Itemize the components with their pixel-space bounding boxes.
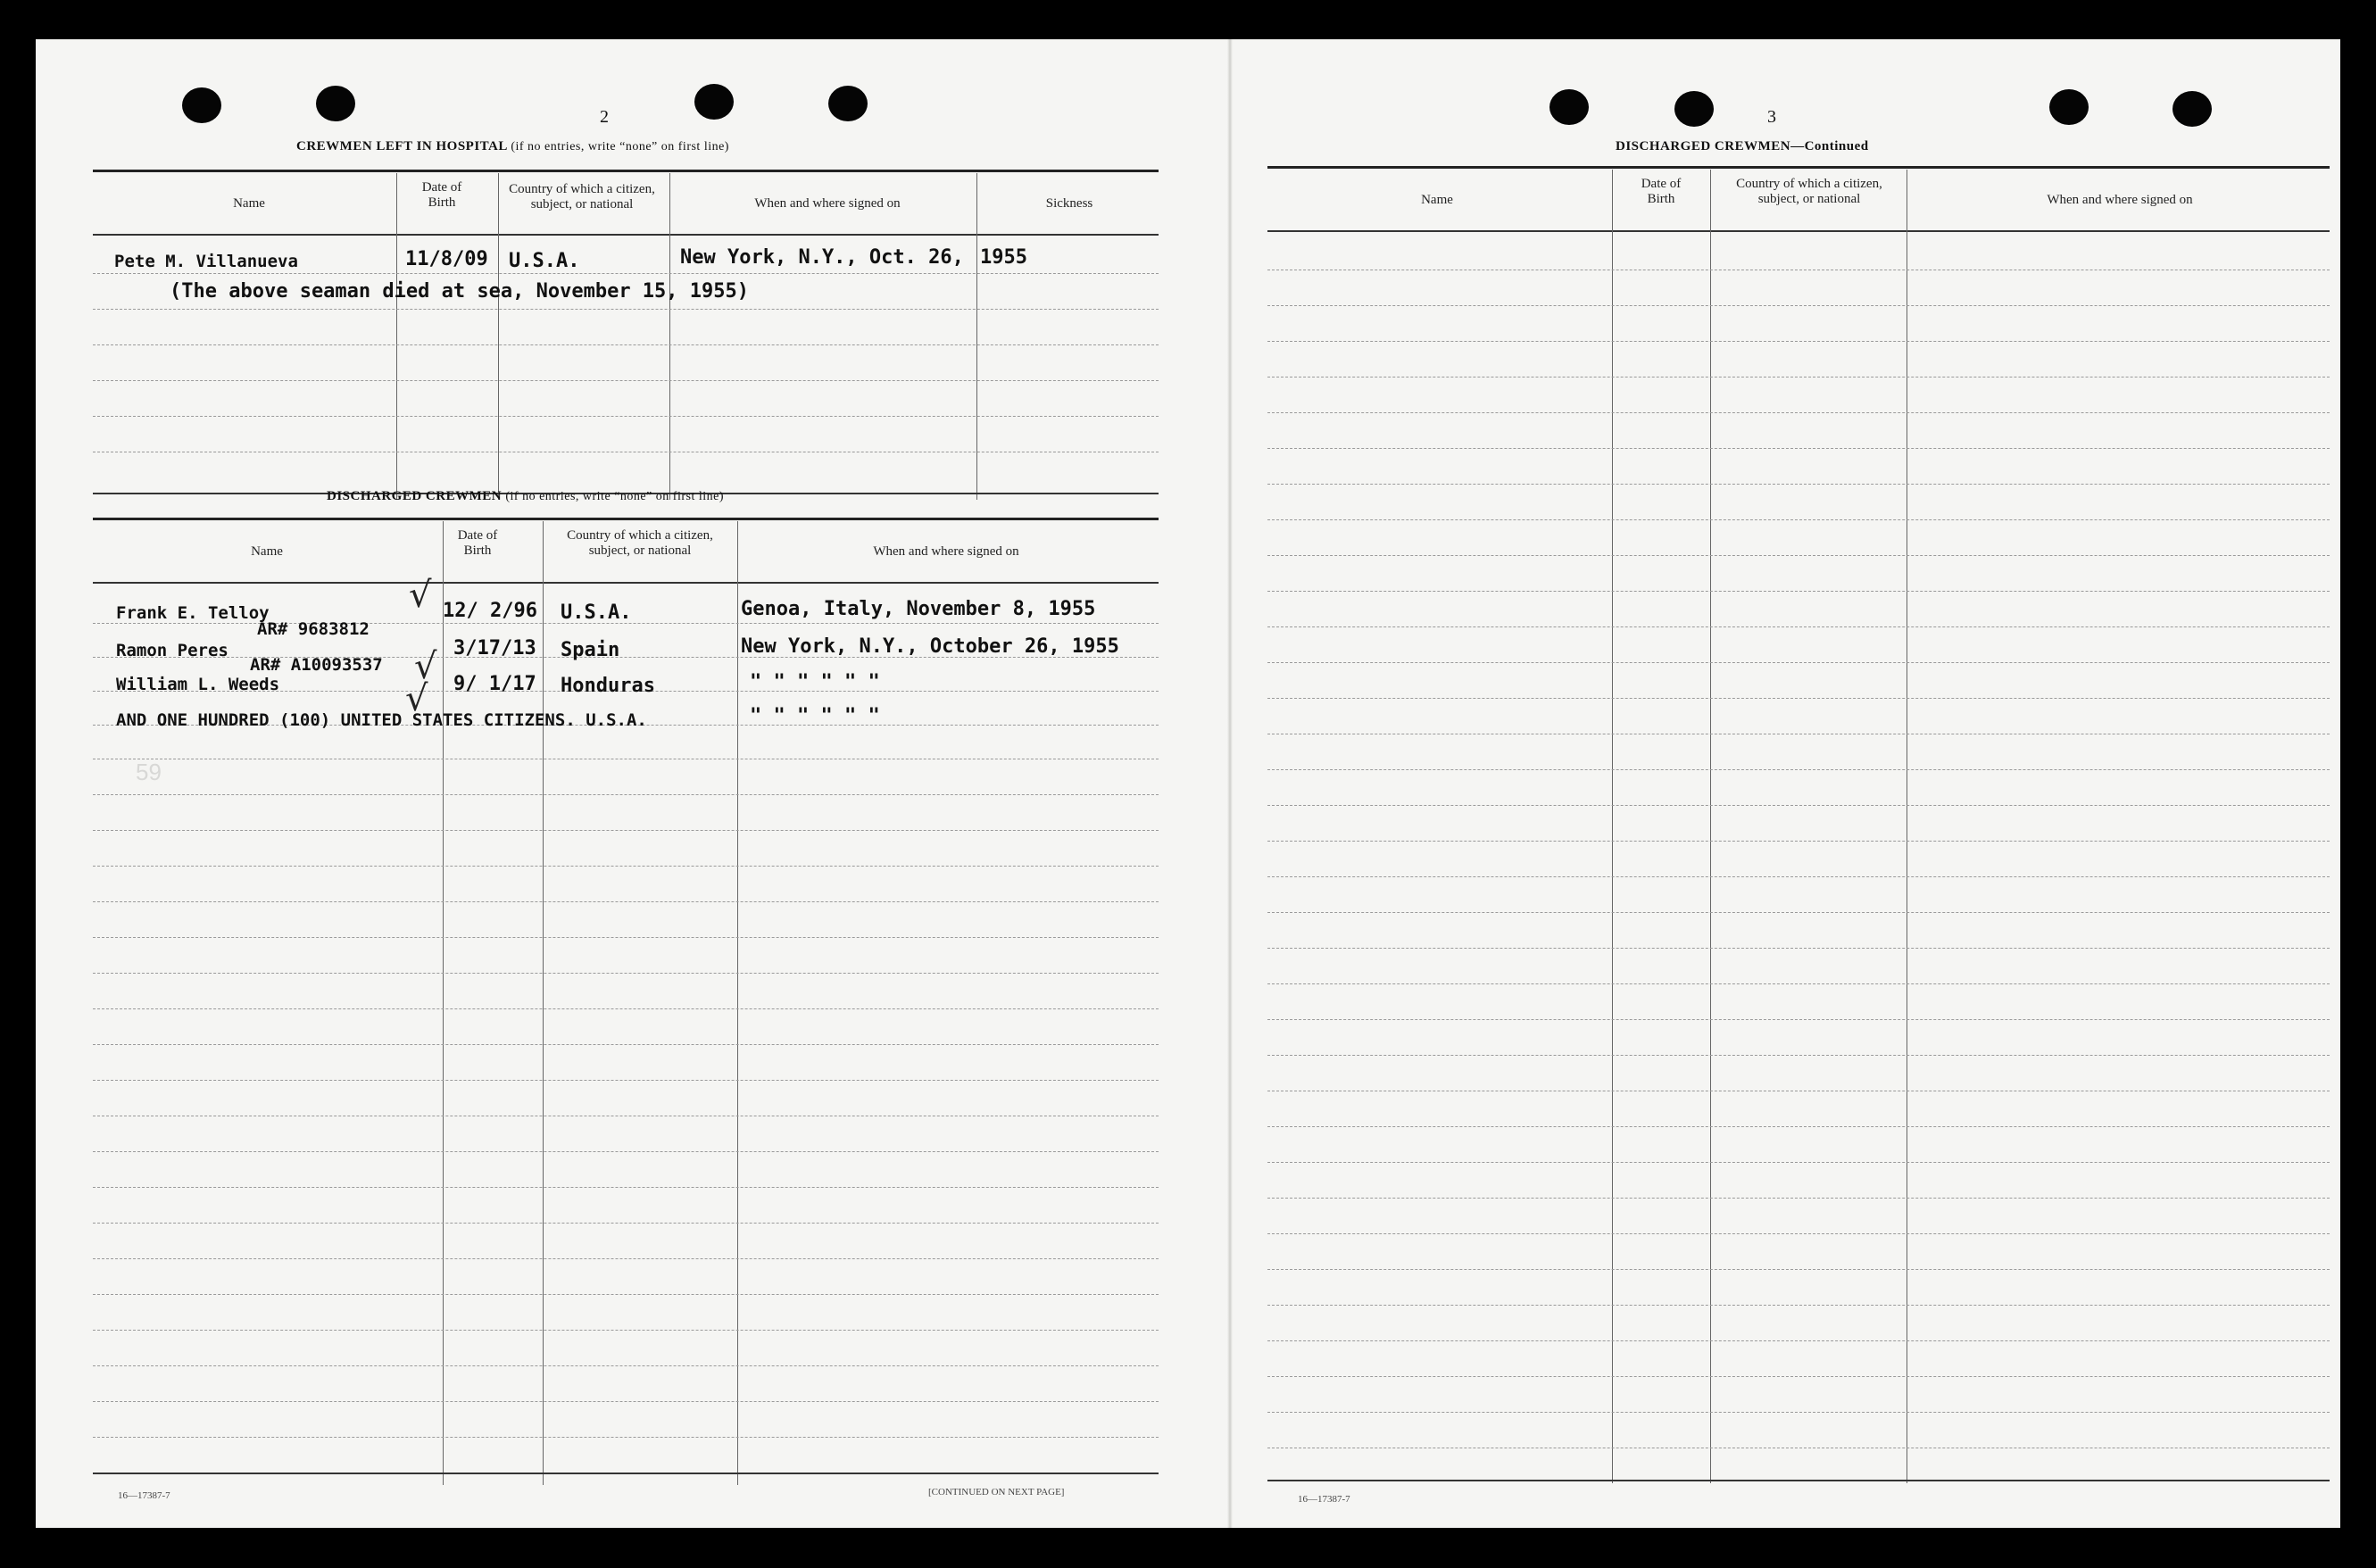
page-fold (1227, 39, 1233, 1528)
discharged-row-name: Ramon Peres (116, 641, 228, 660)
hospital-note: (The above seaman died at sea, November 15, 1955) (170, 280, 750, 303)
hospital-row-dob: 11/8/09 (405, 248, 488, 270)
discharged-row-signed-on: New York, N.Y., October 26, 1955 (741, 635, 1119, 658)
hospital-row-sickness: 1955 (980, 246, 1027, 269)
discharged-row-ditto: " " " " " " (750, 671, 880, 693)
col-dob: Date of Birth (457, 528, 498, 558)
discharged-row-country: Honduras (561, 675, 655, 697)
summary-ditto: " " " " " " (750, 705, 880, 727)
hospital-section-title: CREWMEN LEFT IN HOSPITAL (if no entries, write “none” on first line) (296, 139, 729, 153)
col-signed-on: When and where signed on (2047, 193, 2193, 207)
faint-mark: 59 (136, 759, 162, 785)
col-name: Name (233, 196, 265, 211)
discharged-row-dob: 3/17/13 (453, 637, 536, 660)
punch-hole (694, 84, 734, 120)
col-sickness: Sickness (1045, 196, 1093, 211)
discharged-row-name: Frank E. Telloy (116, 603, 270, 623)
punch-hole (1549, 89, 1589, 125)
col-signed-on: When and where signed on (873, 544, 1019, 559)
continued-note: [CONTINUED ON NEXT PAGE] (928, 1487, 1065, 1497)
discharged-row-country: U.S.A. (561, 601, 632, 624)
col-signed-on: When and where signed on (754, 196, 901, 211)
discharged-row-country: Spain (561, 639, 620, 661)
col-country: Country of which a citizen, subject, or national (1736, 177, 1882, 206)
check-mark: √ (405, 678, 428, 719)
col-country: Country of which a citizen, subject, or national (567, 528, 713, 558)
page-number: 3 (1767, 107, 1776, 127)
discharged-row-signed-on: Genoa, Italy, November 8, 1955 (741, 598, 1096, 620)
discharged-row-name: William L. Weeds (116, 675, 280, 694)
col-country: Country of which a citizen, subject, or national (509, 182, 655, 212)
form-number: 16—17387-7 (1298, 1494, 1350, 1505)
col-name: Name (251, 544, 283, 559)
discharged-row-ar: AR# 9683812 (257, 619, 370, 639)
document-sheet (36, 39, 2340, 1528)
hospital-row-signed-on: New York, N.Y., Oct. 26, (680, 246, 964, 269)
continued-section-title: DISCHARGED CREWMEN—Continued (1616, 139, 1869, 153)
discharged-section-title: DISCHARGED CREWMEN (if no entries, write “none” on first line) (327, 489, 725, 503)
hospital-row-country: U.S.A. (509, 250, 580, 272)
col-dob: Date of Birth (421, 180, 462, 210)
hospital-row-name: Pete M. Villanueva (114, 252, 298, 271)
punch-hole (2172, 91, 2212, 127)
punch-hole (828, 86, 868, 121)
discharged-row-dob: 12/ 2/96 (443, 600, 537, 622)
discharged-row-ar: AR# A10093537 (250, 655, 383, 675)
col-name: Name (1421, 193, 1453, 207)
discharged-summary: AND ONE HUNDRED (100) UNITED STATES CITIZENS. U.S.A. (116, 710, 647, 730)
punch-hole (2049, 89, 2089, 125)
col-dob: Date of Birth (1641, 177, 1682, 206)
page-number: 2 (600, 107, 609, 127)
check-mark: √ (414, 646, 437, 687)
discharged-row-dob: 9/ 1/17 (453, 673, 536, 695)
form-number: 16—17387-7 (118, 1490, 170, 1501)
punch-hole (316, 86, 355, 121)
punch-hole (1674, 91, 1714, 127)
check-mark: √ (409, 575, 432, 616)
punch-hole (182, 87, 221, 123)
